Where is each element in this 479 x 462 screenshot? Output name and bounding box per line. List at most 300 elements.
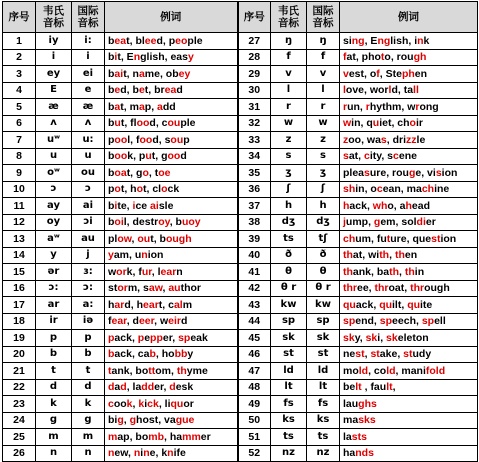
example-text: at, wi [352,249,380,262]
highlighted-letters: a [114,100,121,113]
highlighted-letters: qu [343,298,356,311]
highlighted-letters: st [403,348,413,361]
entry-number: 37 [238,198,271,215]
highlighted-letters: ee [144,34,157,47]
webster-symbol: oy [36,214,72,231]
highlighted-letters: mm [182,430,201,443]
ipa-symbol: i [72,49,105,66]
example-text: d, b [120,84,139,97]
example-words [340,379,478,396]
example-text: esk [175,381,194,394]
table-row [3,115,478,132]
highlighted-letters: thr [410,282,425,295]
example-text: m [182,298,193,311]
ipa-symbol: ŋ [307,33,340,50]
example-text: at, pho [346,51,381,64]
example-words [340,280,478,297]
entry-number: 45 [238,330,271,347]
entry-number: 5 [3,99,36,116]
example-text: ce [135,199,151,212]
example-words [105,330,238,347]
example-text: m, s [127,282,149,295]
webster-symbol: m [36,429,72,446]
ipa-symbol: st [307,346,340,363]
highlighted-letters: e [138,84,145,97]
example-text: d [180,150,187,163]
table-row [3,82,478,99]
entry-number: 7 [3,132,36,149]
example-text: ion [441,166,458,179]
table-row [3,379,478,396]
example-text: lau [343,397,359,410]
webster-symbol: sk [271,330,307,347]
example-text: i, [377,331,387,344]
highlighted-letters: c [108,397,114,410]
example-text: b [108,34,115,47]
highlighted-letters: i [132,199,136,212]
entry-number: 24 [3,412,36,429]
highlighted-letters: f [376,67,380,80]
example-text: b [108,414,115,427]
highlighted-letters: b [108,348,115,361]
example-text: in, q [351,117,373,130]
example-text: y [187,348,194,361]
example-text: d, ta [391,84,414,97]
entry-number: 48 [238,379,271,396]
highlighted-letters: a [138,67,145,80]
ipa-symbol: f [307,49,340,66]
example-text: , li [158,397,171,410]
example-words [340,82,478,99]
webster-symbol: w [271,115,307,132]
example-words [105,445,238,462]
example-text: t, h [120,183,137,196]
highlighted-letters: oi [114,216,124,229]
highlighted-letters: o [142,166,149,179]
entry-number: 47 [238,363,271,380]
highlighted-letters: b [149,348,156,361]
example-text: oat, [388,282,411,295]
example-text: ead [411,199,430,212]
highlighted-letters: sks [358,414,376,427]
ipa-symbol: ɔ: [72,280,105,297]
highlighted-letters: sp [178,331,191,344]
highlighted-letters: ai [150,199,159,212]
highlighted-letters: tt [148,364,156,377]
example-words [340,330,478,347]
highlighted-letters: sk [365,331,378,344]
ipa-symbol: k [72,396,105,413]
highlighted-letters: di [416,216,426,229]
highlighted-letters: o [409,117,416,130]
entry-number: 36 [238,181,271,198]
example-text: t, cl [143,183,162,196]
example-words [105,280,238,297]
ipa-symbol: j [72,247,105,264]
webster-symbol: ð [271,247,307,264]
example-words [340,115,478,132]
example-text: ilt, [392,298,408,311]
highlighted-letters: ou [170,133,184,146]
example-text: t, E [117,51,134,64]
webster-symbol: aʷ [36,231,72,248]
example-words [105,214,238,231]
highlighted-letters: a [157,100,163,113]
highlighted-letters: au [168,282,181,295]
webster-symbol: ar [36,297,72,314]
ipa-symbol: t [72,363,105,380]
example-words [340,198,478,215]
ipa-symbol: e [72,82,105,99]
highlighted-letters: oo [114,133,128,146]
entry-number: 33 [238,132,271,149]
highlighted-letters: u [145,150,152,163]
highlighted-letters: i [114,199,118,212]
example-text: host, va [136,414,176,427]
webster-symbol: ir [36,313,72,330]
example-text: end, [355,315,380,328]
highlighted-letters: l [388,84,392,97]
entry-number: 18 [3,313,36,330]
example-words [340,445,478,462]
highlighted-letters: gh [413,51,427,64]
example-words [105,181,238,198]
webster-symbol: u [36,148,72,165]
entry-number: 13 [3,231,36,248]
ipa-symbol: tʃ [307,231,340,248]
webster-symbol: t [36,363,72,380]
webster-symbol: ʌ [36,115,72,132]
highlighted-letters: o [161,183,168,196]
highlighted-letters: r [365,100,370,113]
entry-number: 51 [238,429,271,446]
ipa-symbol: b [72,346,105,363]
example-words [340,99,478,116]
example-text: , E [364,34,378,47]
example-text: ck [167,183,180,196]
highlighted-letters: k [126,397,133,410]
webster-symbol: r [271,99,307,116]
example-text: b [108,216,115,229]
example-text: oo [113,397,127,410]
highlighted-letters: sp [379,315,393,328]
example-text: plea [343,166,365,179]
example-text: hythm, w [369,100,416,113]
example-words [340,313,478,330]
table-row [3,99,478,116]
example-text: t, br [144,84,165,97]
example-words [340,247,478,264]
highlighted-letters: thr [343,282,357,295]
header-examples: 例词 [340,2,478,33]
example-text: be [343,381,356,394]
example-text: un, [347,100,366,113]
entry-number: 42 [238,280,271,297]
example-text: b [108,84,115,97]
highlighted-letters: al [173,298,183,311]
highlighted-letters: ea [114,34,127,47]
highlighted-letters: d [120,381,127,394]
example-text: glish, eas [140,51,188,64]
example-text: ough [424,282,450,295]
example-text: p, [144,100,158,113]
ipa-symbol: v [307,66,340,83]
highlighted-letters: z [343,133,349,146]
example-words [340,346,478,363]
webster-symbol: ks [271,412,307,429]
entry-number: 19 [3,330,36,347]
example-text: t, g [126,166,143,179]
example-text: en [404,249,418,262]
highlighted-letters: ld [386,364,396,377]
example-text: eech, [392,315,422,328]
highlighted-letters: n [108,447,115,460]
highlighted-letters: th [394,249,405,262]
highlighted-letters: i [114,51,118,64]
example-text: , [123,414,130,427]
example-text: p [108,183,115,196]
example-words [105,346,238,363]
highlighted-letters: th [404,265,415,278]
ipa-symbol: ʃ [307,181,340,198]
example-text: n [176,265,183,278]
ipa-symbol: lt [307,379,340,396]
highlighted-letters: ck [147,397,159,410]
header-ipa: 国际音标 [72,2,105,33]
webster-symbol: s [271,148,307,165]
webster-symbol: b [36,346,72,363]
highlighted-letters: ar [114,298,125,311]
example-text: d, c [149,117,168,130]
example-text: , [132,397,139,410]
example-words [105,148,238,165]
table-row [3,49,478,66]
example-text: ple [180,117,196,130]
entry-number: 17 [3,297,36,314]
ipa-symbol: ɜ: [72,264,105,281]
entry-number: 6 [3,115,36,132]
highlighted-letters: ou [167,117,181,130]
highlighted-letters: s [380,133,387,146]
highlighted-letters: o [114,183,121,196]
entry-number: 12 [3,214,36,231]
highlighted-letters: g [408,166,416,179]
highlighted-letters: s [435,166,442,179]
webster-symbol: d [36,379,72,396]
example-text: t, n [123,67,139,80]
example-text: eleton [397,331,429,344]
ipa-symbol: θ r [307,280,340,297]
highlighted-letters: c [364,150,370,163]
example-words [340,49,478,66]
example-words [340,181,478,198]
highlighted-letters: n [133,447,141,460]
example-text: b [108,150,115,163]
example-text: lish, i [390,34,418,47]
webster-symbol: ŋ [271,33,307,50]
highlighted-letters: r [343,100,348,113]
example-words [340,132,478,149]
webster-symbol: ʒ [271,165,307,182]
entry-number: 50 [238,412,271,429]
example-words [340,412,478,429]
highlighted-letters: mb [148,430,165,443]
highlighted-letters: oa [114,166,127,179]
webster-symbol: iy [36,33,72,50]
highlighted-letters: qu [407,298,421,311]
highlighted-letters: ear [143,298,159,311]
example-text: er [425,216,436,229]
highlighted-letters: ou [137,232,151,245]
example-text: eak [190,331,208,344]
example-text: yme [186,364,208,377]
ipa-symbol: u [72,148,105,165]
example-text: , Ste [379,67,402,80]
entry-number: 34 [238,148,271,165]
highlighted-letters: v [343,67,349,80]
example-words [340,214,478,231]
highlighted-letters: t [380,51,385,64]
highlighted-letters: o [136,183,144,196]
example-words [340,264,478,281]
table-row [3,148,478,165]
example-text: oo, wa [348,133,381,146]
ipa-symbol: u: [72,132,105,149]
entry-number: 1 [3,33,36,50]
table-row [3,396,478,413]
entry-number: 30 [238,82,271,99]
webster-symbol: nz [271,445,307,462]
webster-symbol: ld [271,363,307,380]
highlighted-letters: g [129,414,137,427]
highlighted-letters: u [114,117,121,130]
example-text: in, o [355,183,377,196]
example-words [105,198,238,215]
ipa-symbol: ld [307,363,340,380]
highlighted-letters: ur [141,265,152,278]
entry-number: 16 [3,280,36,297]
example-text: en [414,67,428,80]
example-text: d, p [156,34,176,47]
highlighted-letters: ld [358,364,369,377]
table-row [3,280,478,297]
highlighted-letters: t [108,364,112,377]
webster-symbol: E [36,82,72,99]
example-text: , fau [361,381,387,394]
table-row [3,330,478,347]
example-text: o, a [387,199,406,212]
highlighted-letters: p [108,331,115,344]
webster-symbol: oʷ [36,165,72,182]
entry-number: 9 [3,165,36,182]
example-text: , [364,348,371,361]
webster-symbol: z [271,132,307,149]
example-text: , mani [395,364,426,377]
example-text: ife [173,447,186,460]
table-row [3,132,478,149]
table-row [3,363,478,380]
table-row [3,231,478,248]
example-text: am, u [113,249,142,262]
highlighted-letters: st [431,232,441,245]
header-ipa: 国际音标 [307,2,340,33]
ipa-symbol: ks [307,412,340,429]
highlighted-letters: g [117,414,124,427]
ipa-symbol: θ [307,264,340,281]
example-text: d, h [124,298,144,311]
example-text: k, f [126,265,142,278]
example-words [105,313,238,330]
entry-number: 26 [3,445,36,462]
example-text: ite [420,298,433,311]
webster-symbol: g [36,412,72,429]
webster-symbol: y [36,247,72,264]
example-text: ity, s [369,150,394,163]
highlighted-letters: eer [138,315,155,328]
example-text: d [180,315,188,328]
entry-number: 27 [238,33,271,50]
entry-number: 35 [238,165,271,182]
highlighted-letters: oe [158,166,171,179]
example-text: ha [343,447,356,460]
example-text: ack, [349,199,373,212]
webster-symbol: st [271,346,307,363]
ipa-symbol: kw [307,297,340,314]
example-text: l, destr [123,216,159,229]
highlighted-letters: sp [421,315,435,328]
entry-number: 46 [238,346,271,363]
ipa-symbol: ɔi [72,214,105,231]
entry-number: 44 [238,313,271,330]
phonetic-symbol-table [2,1,478,462]
webster-symbol: v [271,66,307,83]
highlighted-letters: k [138,397,145,410]
example-text: d, s [152,133,171,146]
highlighted-letters: ch [421,183,435,196]
example-text: h [108,298,115,311]
example-text: , b [169,216,182,229]
example-text: i [144,397,148,410]
highlighted-letters: n [167,447,174,460]
table-row [3,33,478,50]
ipa-symbol: m [72,429,105,446]
example-text: at, [348,150,365,163]
highlighted-letters: th [176,364,187,377]
example-words [340,363,478,380]
webster-symbol: k [36,396,72,413]
entry-number: 4 [3,82,36,99]
header-no: 序号 [238,2,271,33]
example-text: est, o [348,67,377,80]
highlighted-letters: eir [168,315,181,328]
example-text: ap, bo [117,430,149,443]
example-text: , co [368,364,387,377]
highlighted-letters: s [343,150,349,163]
example-text: t, fl [120,117,137,130]
example-text: , l [151,265,161,278]
example-text: ell [434,315,446,328]
example-text: thor [180,282,202,295]
ipa-symbol: n [72,445,105,462]
table-row [3,181,478,198]
example-text: e, k [149,447,168,460]
highlighted-letters: m [108,430,118,443]
highlighted-letters: ai [114,67,124,80]
example-text: t, g [151,150,168,163]
entry-number: 43 [238,297,271,314]
table-row [3,214,478,231]
example-text: le [416,133,426,146]
